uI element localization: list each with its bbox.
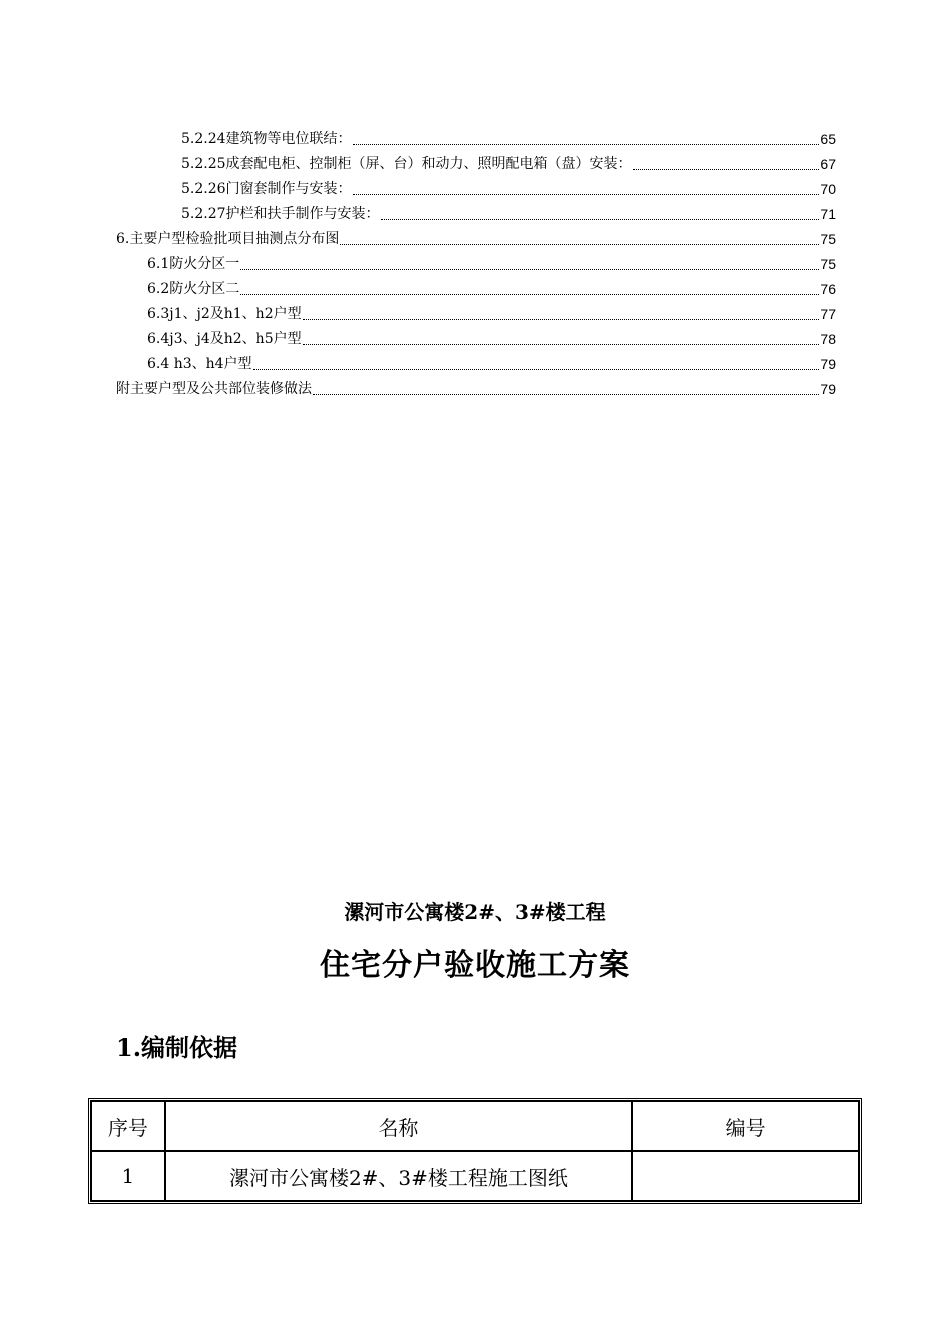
toc-entry-page: 78 — [820, 331, 836, 347]
toc-entry-page: 79 — [820, 356, 836, 372]
toc-leader-dots — [303, 306, 820, 320]
toc-leader-dots — [240, 281, 819, 295]
toc-entry-label: 6.3j1、j2及h1、h2户型 — [147, 306, 302, 322]
toc-entry[interactable] — [147, 276, 836, 298]
section-heading: 1.编制依据 — [116, 1033, 238, 1062]
toc-leader-dots — [253, 356, 820, 370]
table-header-row — [91, 1101, 859, 1151]
toc-leader-dots — [633, 156, 820, 170]
cell-name: 漯河市公寓楼2#、3#楼工程施工图纸 — [165, 1151, 633, 1201]
toc-entry-label: 6.1防火分区一 — [147, 256, 240, 272]
toc-leader-dots — [240, 256, 819, 270]
toc-entry-page: 71 — [820, 206, 836, 222]
toc-entry-label: 6.4j3、j4及h2、h5户型 — [147, 331, 302, 347]
toc-entry-page: 75 — [820, 231, 836, 247]
toc-entry[interactable] — [147, 326, 836, 348]
basis-table — [88, 1098, 862, 1204]
toc-leader-dots — [313, 381, 819, 395]
toc-leader-dots — [353, 131, 820, 145]
toc-entry-page: 67 — [820, 156, 836, 172]
toc-entry-page: 70 — [820, 181, 836, 197]
toc-entry-label: 6.2防火分区二 — [147, 281, 240, 297]
toc-entry[interactable] — [147, 351, 836, 373]
project-subtitle: 漯河市公寓楼2#、3#楼工程 — [344, 900, 606, 924]
toc-entry-label: 6.4 h3、h4户型 — [147, 356, 252, 372]
toc-entry-label: 5.2.24建筑物等电位联结： — [181, 131, 352, 147]
toc-entry-page: 76 — [820, 281, 836, 297]
toc-entry[interactable] — [181, 151, 836, 173]
toc-entry[interactable] — [181, 126, 836, 148]
toc-entry[interactable] — [116, 376, 836, 398]
toc-leader-dots — [353, 181, 820, 195]
toc-entry-label: 5.2.27护栏和扶手制作与安装： — [181, 206, 380, 222]
toc-entry[interactable] — [116, 226, 836, 248]
toc-entry-label: 6.主要户型检验批项目抽测点分布图 — [116, 231, 340, 247]
header-name: 名称 — [165, 1101, 633, 1151]
table-row — [91, 1151, 859, 1201]
toc-entry[interactable] — [147, 251, 836, 273]
cell-seq: 1 — [91, 1151, 165, 1201]
document-title: 住宅分户验收施工方案 — [320, 948, 630, 983]
toc-leader-dots — [381, 206, 820, 220]
toc-entry-page: 65 — [820, 131, 836, 147]
toc-entry-page: 75 — [820, 256, 836, 272]
toc-entry-page: 79 — [820, 381, 836, 397]
toc-entry[interactable] — [181, 176, 836, 198]
toc-entry[interactable] — [147, 301, 836, 323]
toc-entry-label: 附主要户型及公共部位装修做法 — [116, 381, 312, 397]
toc-leader-dots — [340, 231, 819, 245]
toc-entry[interactable] — [181, 201, 836, 223]
header-code: 编号 — [632, 1101, 859, 1151]
toc-entry-label: 5.2.25成套配电柜、控制柜（屏、台）和动力、照明配电箱（盘）安装： — [181, 156, 632, 172]
toc-entry-page: 77 — [820, 306, 836, 322]
cell-code — [632, 1151, 859, 1201]
toc-leader-dots — [303, 331, 820, 345]
header-seq: 序号 — [91, 1101, 165, 1151]
toc-entry-label: 5.2.26门窗套制作与安装： — [181, 181, 352, 197]
